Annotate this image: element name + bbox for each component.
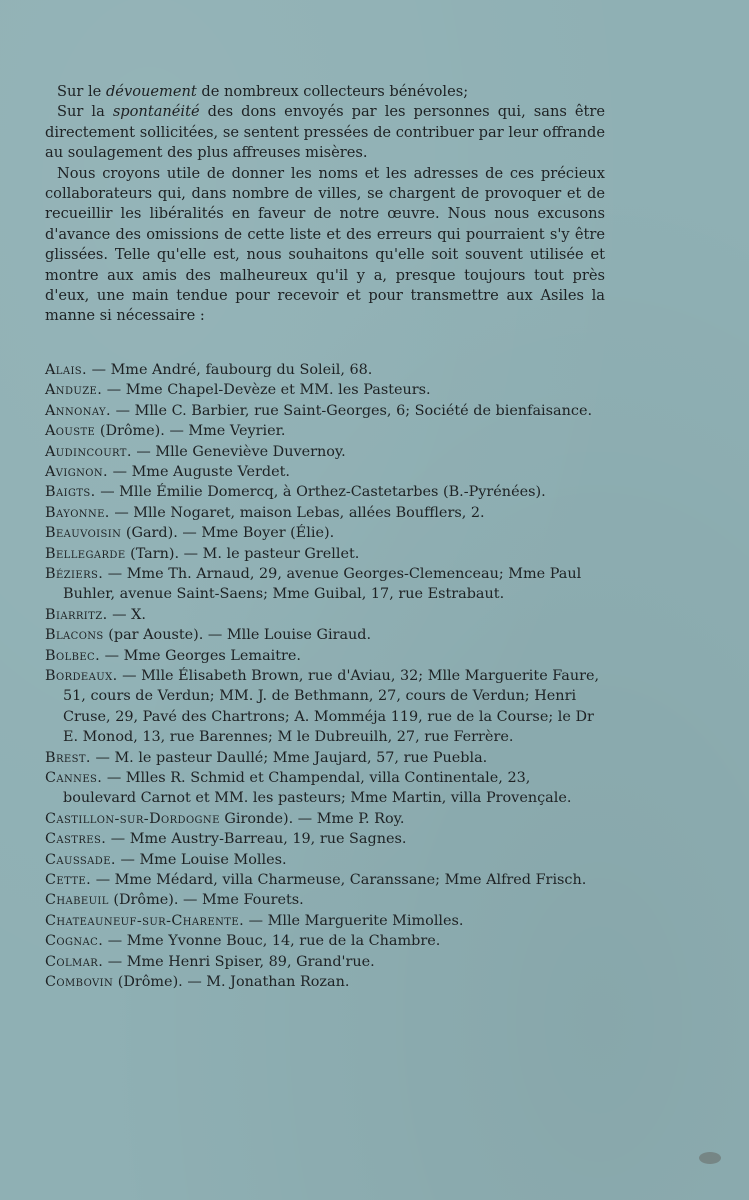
- list-item: Bordeaux. — Mlle Élisabeth Brown, rue d'Aviau, 32; Mlle Marguerite Faure, 51, cours de Verdun; MM. J. de Bethmann, 27, cours de Verdun; Henri Cruse, 29, Pavé des Chartrons; A. Momméja 119, rue de la Course; le Dr E. Monod, 13, rue Barennes; M le Dubreuilh, 27, rue Ferrère.: [45, 667, 600, 746]
- list-item: Anduze. — Mme Chapel-Devèze et MM. les Pasteurs.: [45, 382, 431, 399]
- list-item: Castres. — Mme Austry-Barreau, 19, rue Sagnes.: [45, 831, 407, 848]
- list-item: Brest. — M. le pasteur Daullé; Mme Jaujard, 57, rue Puebla.: [45, 749, 488, 766]
- list-item: Bayonne. — Mlle Nogaret, maison Lebas, allées Boufflers, 2.: [45, 504, 485, 521]
- list-item: Castillon-sur-Dordogne Gironde). — Mme P. Roy.: [45, 810, 405, 827]
- list-item: Blacons (par Aouste). — Mlle Louise Giraud.: [45, 627, 372, 644]
- intro-paragraph: Nous croyons utile de donner les noms et les adresses de ces précieux collaborateurs qui, dans nombre de villes, se chargent de provoquer et de recueillir les libéralités en faveur de notre œuvre. Nous nous excusons d'avance des omissions de cette liste et des erreurs qui pourraient s'y être glissées. Telle qu'elle est, nous souhaitons qu'elle soit souvent utilisée et montre aux amis des malheureux qu'il y a, presque toujours tout près d'eux, une main tendue pour recevoir et pour transmettre aux Asiles la manne si nécessaire :: [45, 164, 605, 325]
- list-item: Annonay. — Mlle C. Barbier, rue Saint-Georges, 6; Société de bienfaisance.: [45, 402, 593, 419]
- list-item: Cannes. — Mlles R. Schmid et Champendal, villa Continentale, 23, boulevard Carnot et MM. les pasteurs; Mme Martin, villa Provençale.: [45, 770, 572, 807]
- list-item: Chateauneuf-sur-Charente. — Mlle Marguerite Mimolles.: [45, 912, 464, 929]
- intro-text: [45, 82, 605, 327]
- list-item: Cognac. — Mme Yvonne Bouc, 14, rue de la Chambre.: [45, 933, 441, 950]
- list-item: Aouste (Drôme). — Mme Veyrier.: [45, 423, 286, 440]
- list-item: Combovin (Drôme). — M. Jonathan Rozan.: [45, 974, 350, 991]
- list-item: Bolbec. — Mme Georges Lemaitre.: [45, 647, 302, 664]
- list-item: Alais. — Mme André, faubourg du Soleil, 68.: [45, 361, 373, 378]
- list-item: Baigts. — Mlle Émilie Domercq, à Orthez-Castetarbes (B.-Pyrénées).: [45, 484, 546, 501]
- list-item: Bellegarde (Tarn). — M. le pasteur Grellet.: [45, 545, 360, 562]
- intro-paragraph: Sur la spontanéité des dons envoyés par les personnes qui, sans être directement sollicitées, se sentent pressées de contribuer par leur offrande au soulagement des plus affreuses misères.: [45, 103, 605, 162]
- list-item: Colmar. — Mme Henri Spiser, 89, Grand'rue.: [45, 953, 375, 970]
- list-item: Audincourt. — Mlle Geneviève Duvernoy.: [45, 443, 346, 460]
- list-item: Cette. — Mme Médard, villa Charmeuse, Caranssane; Mme Alfred Frisch.: [45, 872, 587, 889]
- collector-list: [45, 360, 605, 993]
- list-item: Avignon. — Mme Auguste Verdet.: [45, 463, 290, 480]
- list-item: Caussade. — Mme Louise Molles.: [45, 851, 287, 868]
- list-item: Biarritz. — X.: [45, 606, 146, 623]
- list-item: Chabeuil (Drôme). — Mme Fourets.: [45, 892, 304, 909]
- ink-stain: [699, 1152, 721, 1164]
- intro-paragraph: Sur le dévouement de nombreux collecteurs bénévoles;: [57, 83, 469, 100]
- document-page: [45, 82, 605, 992]
- list-item: Beauvoisin (Gard). — Mme Boyer (Élie).: [45, 525, 335, 542]
- list-item: Béziers. — Mme Th. Arnaud, 29, avenue Georges-Clemenceau; Mme Paul Buhler, avenue Saint-Saens; Mme Guibal, 17, rue Estrabaut.: [45, 565, 582, 603]
